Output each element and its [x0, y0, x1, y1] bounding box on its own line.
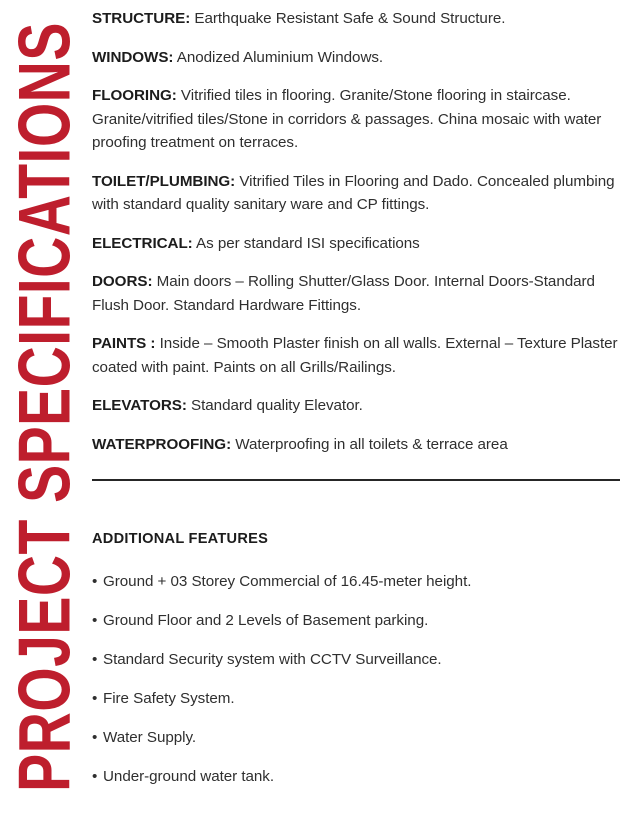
spec-label-paints: PAINTS :: [92, 335, 156, 352]
spec-label-elevators: ELEVATORS:: [92, 397, 187, 414]
feature-text: Ground Floor and 2 Levels of Basement parking.: [103, 612, 429, 629]
bullet-icon: •: [92, 729, 98, 746]
spec-value-electrical: As per standard ISI specifications: [192, 234, 420, 252]
spec-value-toilet-plumbing: Vitrified Tiles in Flooring and Dado. Concealed plumbing with standard quality sanitary ware and CP fittings.: [92, 172, 615, 213]
list-item: [92, 727, 626, 749]
list-item: [92, 610, 626, 632]
spec-value-flooring: Vitrified tiles in flooring. Granite/Stone flooring in staircase. Granite/vitrified tiles/Stone in corridors & passages. China mosaic with water proofing treatment on terraces.: [92, 87, 602, 151]
spec-value-waterproofing: Waterproofing in all toilets & terrace area: [231, 435, 508, 453]
spec-label-structure: STRUCTURE:: [92, 10, 191, 27]
specifications-list: [92, 7, 626, 456]
spec-value-paints: Inside – Smooth Plaster finish on all walls. External – Texture Plaster coated with paint. Paints on all Grills/Railings.: [92, 335, 618, 376]
feature-text: Standard Security system with CCTV Surveillance.: [103, 651, 442, 668]
spec-item-electrical: [92, 232, 626, 256]
spec-label-doors: DOORS:: [92, 273, 153, 290]
content-column: [92, 0, 626, 814]
spec-item-elevators: [92, 394, 626, 418]
list-item: [92, 688, 626, 710]
spec-label-toilet-plumbing: TOILET/PLUMBING:: [92, 172, 236, 190]
spec-item-flooring: [92, 84, 626, 155]
spec-label-electrical: ELECTRICAL:: [92, 234, 193, 252]
vertical-page-title: [4, 0, 87, 814]
feature-text: Ground + 03 Storey Commercial of 16.45-meter height.: [103, 573, 472, 590]
feature-text: Fire Safety System.: [103, 690, 235, 707]
list-item: [92, 571, 626, 593]
bullet-icon: •: [92, 573, 98, 590]
bullet-icon: •: [92, 690, 98, 707]
spec-value-doors: Main doors – Rolling Shutter/Glass Door. Internal Doors-Standard Flush Door. Standard Hardware Fittings.: [92, 273, 595, 314]
spec-label-waterproofing: WATERPROOFING:: [92, 435, 232, 453]
additional-features-list: [92, 571, 626, 788]
spec-label-windows: WINDOWS:: [92, 48, 174, 66]
feature-text: Water Supply.: [103, 729, 197, 746]
section-divider: [92, 479, 620, 481]
list-item: [92, 766, 626, 788]
bullet-icon: •: [92, 651, 98, 668]
bullet-icon: •: [92, 612, 98, 629]
spec-value-elevators: Standard quality Elevator.: [186, 397, 363, 414]
spec-item-paints: [92, 332, 626, 379]
additional-features-heading: ADDITIONAL FEATURES: [92, 531, 269, 547]
spec-value-structure: Earthquake Resistant Safe & Sound Structure.: [190, 10, 506, 27]
spec-label-flooring: FLOORING:: [92, 87, 177, 104]
bullet-icon: •: [92, 768, 98, 785]
spec-value-windows: Anodized Aluminium Windows.: [173, 48, 384, 66]
spec-item-waterproofing: [92, 433, 626, 457]
spec-item-structure: [92, 7, 626, 31]
list-item: [92, 649, 626, 671]
spec-item-windows: [92, 46, 626, 70]
spec-item-doors: [92, 270, 626, 317]
feature-text: Under-ground water tank.: [103, 768, 275, 785]
spec-item-toilet-plumbing: [92, 170, 626, 217]
side-title-container: [0, 0, 92, 814]
vertical-page-title-text: PROJECT SPECIFICATIONS: [4, 22, 87, 792]
